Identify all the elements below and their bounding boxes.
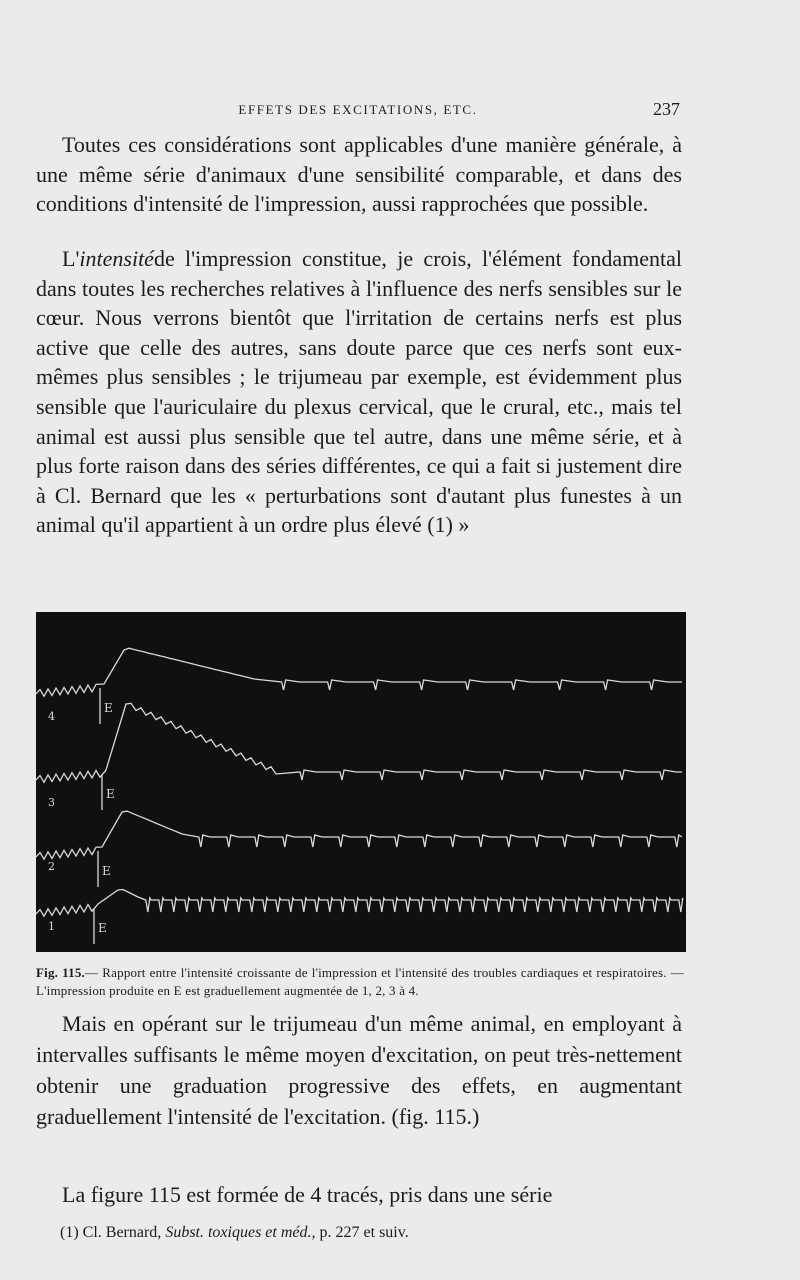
trace-3 — [36, 703, 682, 782]
trace-4 — [36, 648, 682, 696]
excitation-label: E — [104, 701, 113, 715]
running-head — [36, 100, 680, 124]
paragraph-2-prefix: L' — [62, 246, 80, 271]
figure-115-traces — [36, 612, 686, 952]
caption-label: Fig. 115. — [36, 965, 86, 980]
trace-plot — [36, 612, 686, 952]
paragraph-2-text: de l'impression constitue, je crois, l'élément fondamental dans toutes les recherches relatives à l'influence des nerfs sensibles sur le cœur. Nous verrons bientôt que l'irritation de certains nerfs est plus active que celle des autres, sans doute parce que ces nerfs sont eux-mêmes plus sensibles ; le trijumeau par exemple, est évidemment plus sensible que l'auriculaire du plexus cervical, que le crural, etc., mais tel animal est aussi plus sensible que tel autre, dans une même série, et à plus forte raison dans des séries différentes, ce qui a fait si justement dire à Cl. Bernard que les « perturbations sont d'autant plus funestes à un animal qu'il appartient à un ordre plus élevé (1) » — [36, 246, 682, 538]
excitation-label: E — [98, 921, 107, 935]
footnote-title: Subst. toxiques et méd., — [165, 1224, 316, 1241]
paragraph-3: Mais en opérant sur le trijumeau d'un même animal, en employant à intervalles suffisants le même moyen d'excitation, on peut très-nettement obtenir une graduation progressive des effets, en augmentant graduellement l'intensité de l'excitation. (fig. 115.) — [36, 1011, 682, 1129]
footnote-suffix: p. 227 et suiv. — [319, 1224, 409, 1241]
excitation-label: E — [106, 787, 115, 801]
caption-text: — Rapport entre l'intensité croissante de l'impression et l'intensité des troubles cardiaques et respiratoires. — L'impression produite en E est graduellement augmentée de 1, 2, 3 à 4. — [36, 965, 684, 998]
paragraph-4: La figure 115 est formée de 4 tracés, pris dans une série — [62, 1182, 553, 1207]
trace-number-label: 4 — [48, 710, 55, 723]
paragraph-1: Toutes ces considérations sont applicables d'une manière générale, à une même série d'animaux d'une sensibilité comparable, et dans des conditions d'intensité de l'impression, aussi rapprochées que possible. — [36, 132, 682, 217]
figure-caption — [36, 964, 684, 1000]
page-number: 237 — [653, 99, 680, 119]
trace-2 — [36, 811, 682, 859]
excitation-label: E — [102, 864, 111, 878]
running-title: EFFETS DES EXCITATIONS, ETC. — [238, 102, 478, 117]
trace-number-label: 1 — [48, 920, 55, 933]
trace-number-label: 3 — [48, 796, 55, 809]
trace-1 — [36, 890, 683, 917]
paragraph-2 — [36, 244, 682, 540]
trace-number-label: 2 — [48, 860, 55, 873]
footnote — [60, 1224, 680, 1242]
footnote-prefix: (1) Cl. Bernard, — [60, 1224, 162, 1241]
paragraph-2-emphasis: intensité — [79, 246, 154, 271]
